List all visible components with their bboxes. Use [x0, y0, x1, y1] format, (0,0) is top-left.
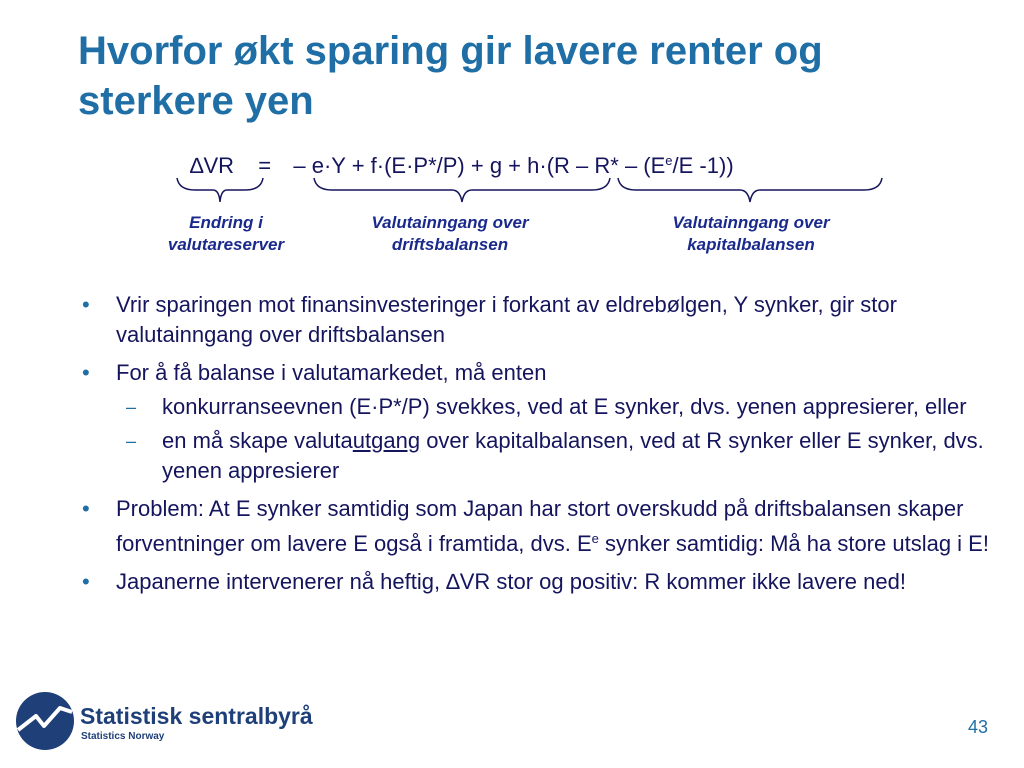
sub-bullet-text-2-post: over kapitalbalansen, ved at R synker eller E synker, dvs. yenen appresierer	[162, 428, 984, 483]
equation-rhs-part2: /E -1))	[672, 153, 734, 178]
caption-reserves-line1: Endring i	[189, 213, 263, 232]
bullet-item	[78, 358, 998, 486]
bullet-marker: •	[82, 569, 90, 594]
caption-current-account	[330, 212, 570, 256]
dash-marker: –	[126, 397, 137, 417]
logo-name: Statistisk sentralbyrå	[80, 703, 313, 729]
bullet-text-3-sup: e	[591, 531, 599, 546]
caption-capital-account-line2: kapitalbalansen	[687, 235, 815, 254]
equation-rhs-sup: e	[665, 153, 673, 168]
bullet-text-1: Vrir sparingen mot finansinvesteringer i forkant av eldrebølgen, Y synker, gir stor valutainngang over driftsbalansen	[116, 292, 897, 347]
caption-current-account-line2: driftsbalansen	[391, 235, 509, 254]
logo-subtitle: Statistics Norway	[81, 731, 165, 742]
sub-bullet-item	[116, 426, 998, 486]
delta-symbol: ∆	[446, 569, 460, 594]
sub-bullet-list	[116, 392, 998, 486]
ssb-logo-icon	[14, 690, 76, 752]
bullet-marker: •	[82, 360, 90, 385]
brace-capital-account	[616, 176, 884, 206]
caption-capital-account-line1: Valutainngang over	[672, 213, 830, 232]
sub-bullet-item	[116, 392, 998, 422]
bullet-marker: •	[82, 496, 90, 521]
slide-title: Hvorfor økt sparing gir lavere renter og sterkere yen	[78, 29, 823, 123]
bullet-item	[78, 567, 998, 597]
bullet-text-4-post: VR stor og positiv: R kommer ikke lavere ned!	[459, 569, 906, 594]
dash-marker: –	[126, 431, 137, 451]
bullet-item	[78, 290, 998, 350]
bullet-text-3-pre: Problem: At E synker samtidig som Japan har stort overskudd på driftsbalansen skaper forventninger om lavere E også i framtida, dvs. E	[116, 496, 964, 556]
caption-current-account-line1: Valutainngang over	[371, 213, 529, 232]
sub-bullet-text-2-pre: en må skape valuta	[162, 428, 353, 453]
delta-symbol: ∆	[190, 153, 204, 178]
bullet-text-4-pre: Japanerne intervenerer nå heftig,	[116, 569, 447, 594]
equation-lhs: VR	[203, 153, 235, 178]
equation-rhs-part1: – e·Y + f·(E·P*/P) + g + h·(R – R* – (E	[293, 153, 666, 178]
brace-current-account	[312, 176, 612, 206]
bullet-item	[78, 494, 998, 559]
caption-capital-account	[630, 212, 872, 256]
sub-bullet-text-1: konkurranseevnen (E·P*/P) svekkes, ved at E synker, dvs. yenen appresierer, eller	[162, 394, 967, 419]
brace-reserves	[175, 176, 265, 206]
caption-reserves	[140, 212, 312, 256]
bullet-marker: •	[82, 292, 90, 317]
equation-equals: =	[258, 153, 272, 178]
bullet-text-3-post: synker samtidig: Må ha store utslag i E!	[598, 531, 989, 556]
bullet-text-2: For å få balanse i valutamarkedet, må enten	[116, 360, 547, 385]
bullet-list	[78, 290, 998, 605]
page-number: 43	[967, 717, 988, 737]
underlined-word: utgang	[352, 428, 421, 453]
caption-reserves-line2: valutareserver	[167, 235, 285, 254]
